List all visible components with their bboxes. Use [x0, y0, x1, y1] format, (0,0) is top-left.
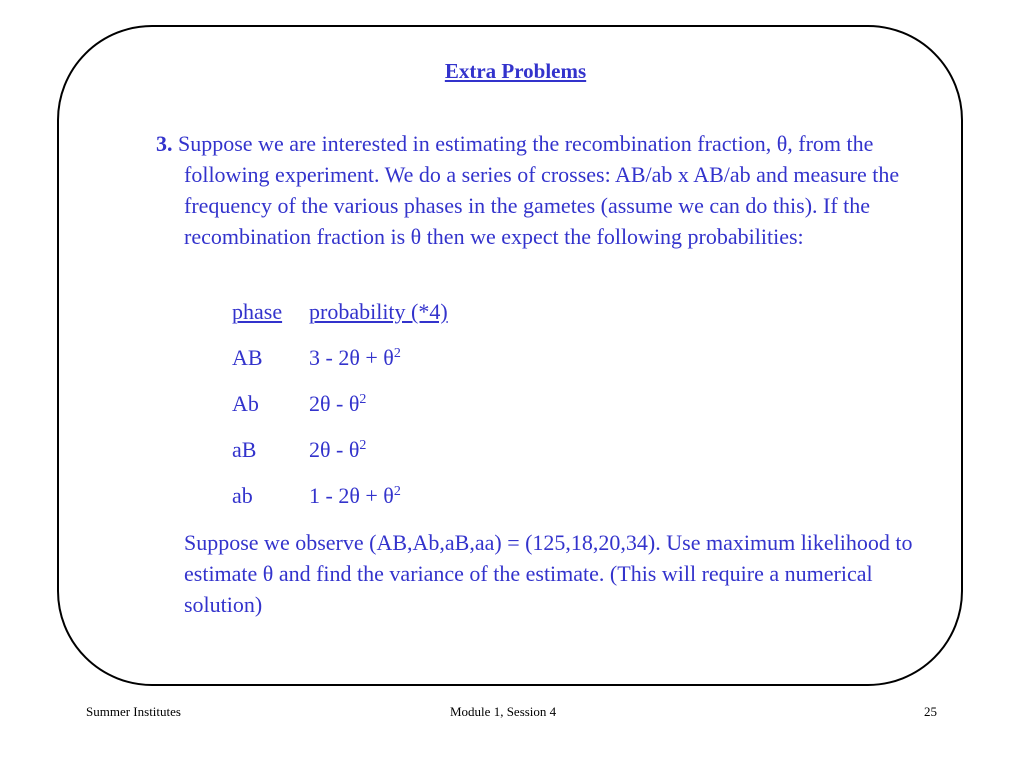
header-phase: phase	[232, 299, 283, 324]
problem-block	[156, 128, 936, 252]
problem-text: Suppose we are interested in estimating the recombination fraction, θ, from the following experiment. We do a series of crosses: AB/ab x AB/ab and measure the frequency of the various phases in the gametes (assume we can do this). If the recombination fraction is θ then we expect the following probabilities:	[178, 131, 900, 249]
observation-paragraph: Suppose we observe (AB,Ab,aB,aa) = (125,18,20,34). Use maximum likelihood to estimate θ and find the variance of the estimate. (This will require a numerical solution)	[184, 530, 913, 617]
probability-exponent: 2	[359, 438, 367, 453]
probability-exponent: 2	[393, 484, 401, 499]
page-number: 25	[924, 704, 937, 719]
probability-cell	[309, 344, 401, 372]
probability-exponent: 2	[393, 346, 401, 361]
probability-base: 3 - 2θ + θ	[309, 345, 394, 370]
phase-cell: ab	[232, 483, 253, 508]
problem-number: 3.	[156, 131, 173, 156]
footer-center: Module 1, Session 4	[450, 704, 557, 719]
header-probability: probability (*4)	[309, 299, 448, 324]
probability-base: 2θ - θ	[309, 437, 360, 462]
probability-base: 1 - 2θ + θ	[309, 483, 394, 508]
phase-cell: Ab	[232, 391, 259, 416]
slide-title: Extra Problems	[444, 59, 587, 83]
problem-paragraph	[156, 128, 936, 252]
probability-cell	[309, 436, 366, 464]
probability-cell	[309, 482, 401, 510]
probability-cell	[309, 390, 366, 418]
probability-base: 2θ - θ	[309, 391, 360, 416]
footer-left: Summer Institutes	[86, 704, 181, 719]
phase-cell: AB	[232, 345, 263, 370]
probability-exponent: 2	[359, 392, 367, 407]
phase-cell: aB	[232, 437, 257, 462]
